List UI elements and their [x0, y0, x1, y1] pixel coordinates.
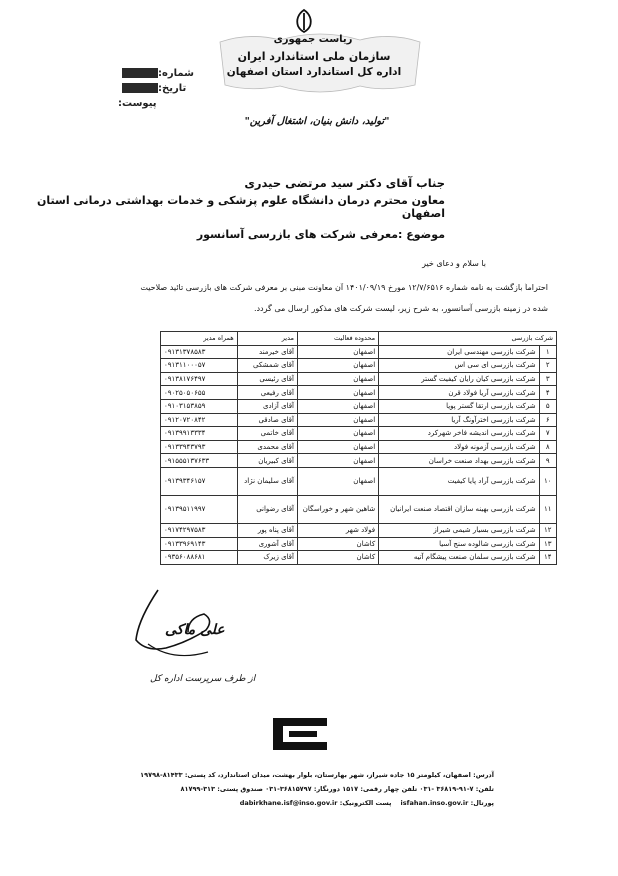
header-phone: همراه مدیر — [161, 332, 238, 346]
manager-phone-cell: ۰۹۱۳۹۹۱۳۳۳۴ — [161, 427, 238, 441]
number-field: شماره: — [118, 68, 194, 79]
activity-area-cell: اصفهان — [297, 386, 378, 400]
activity-area-cell: اصفهان — [297, 413, 378, 427]
table-row — [161, 359, 557, 373]
slogan: "تولید، دانش بنیان، اشتغال آفرین" — [244, 116, 390, 127]
header-company: شرکت بازرسی — [379, 332, 557, 346]
manager-cell: آقای پناه پور — [237, 523, 297, 537]
recipient-title: معاون محترم درمان دانشگاه علوم پزشکی و خدمات بهداشتی درمانی استان اصفهان — [37, 194, 445, 220]
table-row — [161, 413, 557, 427]
manager-cell: آقای رضوانی — [237, 495, 297, 523]
manager-cell: آقای صادقی — [237, 413, 297, 427]
manager-cell: آقای آشوری — [237, 537, 297, 551]
manager-phone-cell: ۰۹۱۳۳۹۴۳۷۹۳ — [161, 440, 238, 454]
inso-logo-icon — [265, 712, 335, 756]
manager-cell: آقای سلیمان نژاد — [237, 467, 297, 495]
companies-table — [160, 331, 557, 565]
table-row — [161, 427, 557, 441]
company-name-cell: شرکت بازرسی آریا فولاد قرن — [379, 386, 539, 400]
manager-cell: آقای زیرک — [237, 551, 297, 565]
table-row — [161, 454, 557, 468]
org-line1: ریاست جمهوری — [273, 34, 353, 45]
activity-area-cell: اصفهان — [297, 467, 378, 495]
company-name-cell: شرکت بازرسی اندیشه فاخر شهرکرد — [379, 427, 539, 441]
manager-phone-cell: ۰۹۱۳۸۱۷۶۴۹۷ — [161, 372, 238, 386]
row-number: ۴ — [539, 386, 556, 400]
row-number: ۱۰ — [539, 467, 556, 495]
company-name-cell: شرکت بازرسی مهندسی ایران — [379, 345, 539, 359]
manager-phone-cell: ۰۹۱۰۳۱۵۳۸۵۹ — [161, 399, 238, 413]
row-number: ۹ — [539, 454, 556, 468]
footer-address: آدرس: اصفهان، کیلومتر ۱۵ جاده شیراز، شهر بهارستان، بلوار بهشت، میدان استاندارد، کد پستی: ۸۱۴۳۳-۱۹۷۹۸ — [140, 771, 494, 779]
activity-area-cell: اصفهان — [297, 440, 378, 454]
company-name-cell: شرکت بازرسی شالوده سنج آسیا — [379, 537, 539, 551]
org-line3: اداره کل استاندارد استان اصفهان — [226, 66, 402, 78]
footer-web — [240, 799, 494, 807]
manager-phone-cell: ۰۹۱۳۱۱۰۰۰۵۷ — [161, 359, 238, 373]
date-field: تاریخ: — [118, 83, 186, 94]
company-name-cell: شرکت بازرسی بهداد صنعت خراسان — [379, 454, 539, 468]
row-number: ۱۴ — [539, 551, 556, 565]
table-row — [161, 551, 557, 565]
table-row — [161, 440, 557, 454]
org-line2: سازمان ملی استاندارد ایران — [237, 50, 391, 63]
header-area: محدوده فعالیت — [297, 332, 378, 346]
activity-area-cell: فولاد شهر — [297, 523, 378, 537]
activity-area-cell: اصفهان — [297, 359, 378, 373]
signature-name: علی ماکی — [165, 622, 225, 638]
row-number: ۱۲ — [539, 523, 556, 537]
company-name-cell: شرکت بازرسی ای سی اس — [379, 359, 539, 373]
manager-phone-cell: ۰۹۱۳۳۹۶۹۱۴۳ — [161, 537, 238, 551]
attachment-field: پیوست: — [118, 98, 157, 109]
row-number: ۳ — [539, 372, 556, 386]
letter-subject: موضوع :معرفی شرکت های بازرسی آسانسور — [196, 228, 445, 241]
table-row — [161, 345, 557, 359]
table-row — [161, 467, 557, 495]
manager-cell: آقای خیرمند — [237, 345, 297, 359]
on-behalf-text: از طرف سرپرست اداره کل — [150, 674, 256, 684]
header-manager: مدیر — [237, 332, 297, 346]
manager-phone-cell: ۰۹۱۳۱۳۷۸۵۸۳ — [161, 345, 238, 359]
body-line1: احتراماً بازگشت به نامه شماره ۱۲/۷/۶۵۱۶ مورخ ۱۴۰۱/۰۹/۱۹ آن معاونت مبنی بر معرفی شرکت های بازرسی تائید صلاحیت — [140, 283, 548, 292]
company-name-cell: شرکت بازرسی سلمان صنعت پیشگام آتیه — [379, 551, 539, 565]
manager-phone-cell: ۰۹۱۲۰۷۲۰۸۴۲ — [161, 413, 238, 427]
row-number: ۵ — [539, 399, 556, 413]
company-name-cell: شرکت بازرسی بهینه سازان اقتصاد صنعت ایرانیان — [379, 495, 539, 523]
table-row — [161, 372, 557, 386]
table-body — [161, 345, 557, 564]
activity-area-cell: اصفهان — [297, 345, 378, 359]
activity-area-cell: شاهین شهر و خوراسگان — [297, 495, 378, 523]
activity-area-cell: اصفهان — [297, 427, 378, 441]
company-name-cell: شرکت بازرسی آراد پایا کیفیت — [379, 467, 539, 495]
activity-area-cell: کاشان — [297, 537, 378, 551]
row-number: ۱ — [539, 345, 556, 359]
table-row — [161, 386, 557, 400]
manager-phone-cell: ۰۹۱۵۵۵۱۳۷۶۳۳ — [161, 454, 238, 468]
manager-phone-cell: ۰۹۱۷۴۲۹۷۵۸۳ — [161, 523, 238, 537]
footer-portal: پورتال: isfahan.inso.gov.ir — [400, 799, 494, 807]
manager-cell: آقای خاتمی — [237, 427, 297, 441]
activity-area-cell: کاشان — [297, 551, 378, 565]
manager-phone-cell: ۰۹۰۲۵۰۵۰۶۵۵ — [161, 386, 238, 400]
body-line2: شده در زمینه بازرسی آسانسور، به شرح زیر، لیست شرکت های مذکور ارسال می گردد. — [253, 304, 548, 313]
manager-cell: آقای شمشکی — [237, 359, 297, 373]
manager-cell: آقای رفیعی — [237, 386, 297, 400]
company-name-cell: شرکت بازرسی بسیار شیمی شیراز — [379, 523, 539, 537]
manager-phone-cell: ۰۹۳۵۶۰۸۸۶۸۱ — [161, 551, 238, 565]
footer-email: پست الکترونیک: dabirkhane.isf@inso.gov.ir — [239, 799, 392, 807]
row-number: ۶ — [539, 413, 556, 427]
row-number: ۲ — [539, 359, 556, 373]
footer-phone: تلفن: ۷-۹۱-۳۶۸۱۹ -۰۳۱ تلفن چهار رقمی: ۱۵۱۷ دورنگار: ۳۶۸۱۵۷۹۷-۰۳۱ صندوق پستی: ۳۱۳-۸۱۷۹۹ — [180, 785, 494, 793]
manager-cell: آقای رئیسی — [237, 372, 297, 386]
manager-phone-cell: ۰۹۱۳۹۵۱۱۹۹۷ — [161, 495, 238, 523]
manager-cell: آقای آزادی — [237, 399, 297, 413]
row-number: ۸ — [539, 440, 556, 454]
row-number: ۱۱ — [539, 495, 556, 523]
row-number: ۷ — [539, 427, 556, 441]
manager-phone-cell: ۰۹۱۳۹۳۴۶۱۵۷ — [161, 467, 238, 495]
manager-cell: آقای محمدی — [237, 440, 297, 454]
row-number: ۱۳ — [539, 537, 556, 551]
table-row — [161, 523, 557, 537]
table-row — [161, 537, 557, 551]
table-row — [161, 495, 557, 523]
manager-cell: آقای کبیریان — [237, 454, 297, 468]
table-header-row — [161, 332, 557, 346]
activity-area-cell: اصفهان — [297, 454, 378, 468]
company-name-cell: شرکت بازرسی اخترآونگ آریا — [379, 413, 539, 427]
recipient-name: جناب آقای دکتر سید مرتضی حیدری — [244, 176, 445, 190]
company-name-cell: شرکت بازرسی کیان رایان کیفیت گستر — [379, 372, 539, 386]
greeting: با سلام و دعای خیر — [422, 259, 486, 268]
activity-area-cell: اصفهان — [297, 372, 378, 386]
table-row — [161, 399, 557, 413]
activity-area-cell: اصفهان — [297, 399, 378, 413]
company-name-cell: شرکت بازرسی آزمونه فولاد — [379, 440, 539, 454]
company-name-cell: شرکت بازرسی ارتقا گستر پویا — [379, 399, 539, 413]
